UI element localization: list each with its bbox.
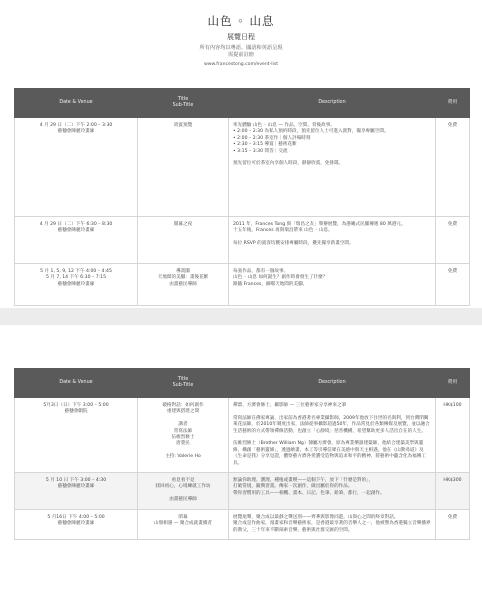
exhibition-title: 山色 ◦ 山息 <box>207 14 275 28</box>
event-date-venue: 5 月 10 日 下午 3:00 – 4:30 藝穗會陳麗玲畫廊 <box>15 473 138 510</box>
page-header <box>0 0 482 67</box>
event-title: 看見看不見 找回初心，心境練就工作坊 由畫藝民導師 <box>138 473 229 510</box>
event-date-venue: 5 月16日 下午 4:00 – 5:00 藝穗會陳麗玲畫廊 <box>15 509 138 539</box>
table-row <box>15 118 470 217</box>
event-description: 率先體驗 山色 ◦ 山息 — 作品、空間、背後故事。 • 2:00 – 2:30 為私人預約時段，預先留位人士可進入派對，獨享專屬空間。 • 2:00 – 2:30 茶室作｜個人評場時刻 • 2:30 – 3:15 導賞｜藝術花絮 • 3:15 – 3:30 問答｜交流 預先留位可於茶室內享個人時段，靜靜欣賞，免排隊。 <box>229 118 436 217</box>
col-header-fee: 費用 <box>436 369 470 398</box>
table-header-row <box>15 369 470 398</box>
event-fee: 免費 <box>436 217 470 264</box>
language-note-line: 所有內容均以粵語、國語和英語呈現 <box>199 45 283 51</box>
event-url-link[interactable]: www.francestong.com/event-list <box>203 62 279 67</box>
event-date-venue: 5月3日（日）下午 3:00 – 5:00 藝穗會劇院 <box>15 398 138 473</box>
schedule-subtitle: 展覽日程 <box>227 33 255 41</box>
event-title: 導賞團 天地間的美腳：畫後花絮 由畫藝民導師 <box>138 264 229 306</box>
event-title: 開幕之夜 <box>138 217 229 264</box>
event-date-venue: 4 月 29 日（二）下午 6:30 – 8:30 藝穗會陳麗玲畫廊 <box>15 217 138 264</box>
event-description: 禪齋、方濟會修士、攝影師 — 三位藝術家分享神來之筆 常寫法師在佛家專誦，出家前為香港著名專業攝影師，2009年他放下住世的名與利，到台灣閉關萊花法師，於2010年剃度出家，法師從事攝影超過50年，作品常見於各類傳媒及展覽，並以融合生活藝術的方式帶領禪修活動，也創立「心靜境」慈善機構，希望幫助更多人活出自在的人生。 伍維烈修士（Brother William Ng）隸屬方濟會，原為專業樂器建築師，他結合建築美學與靈修，構創「藝術靈修」，透過繪畫、本工等引導信眾在美感中與天主相遇。他在《山教尋道》及《生命是我》分享見證，體察藝方濟各愛護受造物與追求和平的精神，將藝術中蘊含化為福傳工具。 <box>229 398 436 473</box>
event-description: 展覽尾聲，聚合成以最靜之聲送別——齊華與影像同遊，山與心之間的終章對話。 聚合成是作曲家，漫畫家和音樂藝術家，是香港最享著的音樂人之一，他被譽為香港獨立音樂播界的教父，三十年來不斷探索音樂、藝術與社群交匯的空間。 <box>229 509 436 539</box>
col-header-title: Title Sub-Title <box>138 369 229 398</box>
event-fee: 免費 <box>436 118 470 217</box>
schedule-page-2 <box>0 325 482 600</box>
event-title: 破格對話：如何創作 重建與搭建之間 講者 常寫法師 伍維烈修士 唐榮民 主持: Valerie Ho <box>138 398 229 473</box>
event-description: 無論你助理、護理、種植或畫喫——這個下午，放下「什麼是對的」， 打破常規，隨興習畫。傳家一次創作，做出屬於你的作品。 帶你習慣用的工具——相機、畫本、日記、色筆、鉛筆，都行，一起創作。 <box>229 473 436 510</box>
event-fee: 免費 <box>436 509 470 539</box>
event-fee: HK$300 <box>436 473 470 510</box>
table-row <box>15 217 470 264</box>
table-row <box>15 473 470 510</box>
event-date-venue: 5 月 1, 5, 9, 12 下午 4:00 – 4:45 5 月 7, 14 下午 6:30 – 7:15 藝穗會陳麗玲畫廊 <box>15 264 138 306</box>
event-description: 2011 年，Frances Tong 與「瑞昌之友」舉辦展覽，為港曦式民團傳遞 80 萬港元。 十五年後，Frances 再與瑞昌帶來 山色 ◦ 山息。 每位 RSVP 的賓客均獲安排專屬時段，優先獨享新畫空間。 <box>229 217 436 264</box>
schedule-table-1 <box>14 88 470 306</box>
event-title: 貴賓預覽 <box>138 118 229 217</box>
col-header-description: Description <box>229 369 436 398</box>
schedule-table-2 <box>14 368 470 540</box>
event-title: 閉幕 山嶺相遇 — 聚合成就畫續者 <box>138 509 229 539</box>
event-date-venue: 4 月 29 日（二）下午 2:00 – 3:30 藝穗會陳麗玲畫廊 <box>15 118 138 217</box>
table-header-row <box>15 89 470 118</box>
col-header-date: Date & Venue <box>15 89 138 118</box>
event-fee: 免費 <box>436 264 470 306</box>
table-row <box>15 398 470 473</box>
col-header-fee: 費用 <box>436 89 470 118</box>
registration-note-line: 需提前註冊 <box>228 52 254 58</box>
event-fee: HK$100 <box>436 398 470 473</box>
col-header-description: Description <box>229 89 436 118</box>
col-header-date: Date & Venue <box>15 369 138 398</box>
table-row <box>15 509 470 539</box>
event-description: 每張作品，都有一個故事。 山色 ◦ 山息 如何誕生？創作時會發生了什麼？ 跟隨 Frances，細嚐天地間的美腳。 <box>229 264 436 306</box>
table-row <box>15 264 470 306</box>
col-header-title: Title Sub-Title <box>138 89 229 118</box>
language-note <box>0 45 482 59</box>
